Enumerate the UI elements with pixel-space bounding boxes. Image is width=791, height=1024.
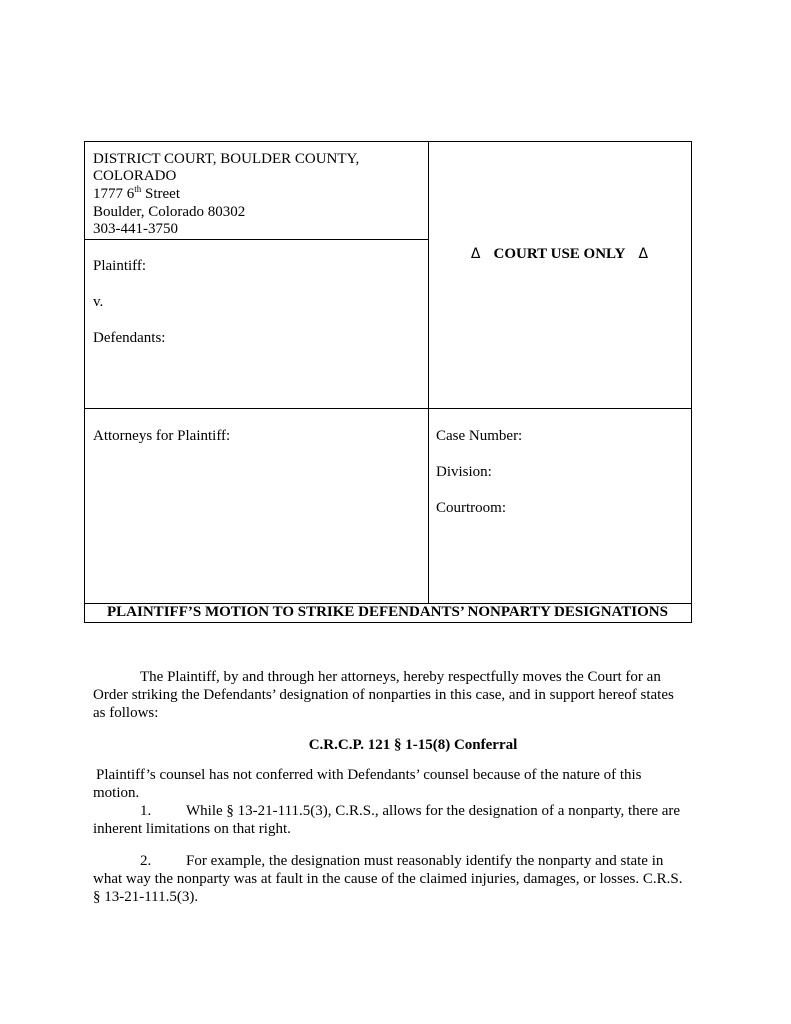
intro-line: The Plaintiff, by and through her attorneys, hereby respectfully moves the Court for an: [140, 669, 661, 685]
street-number: 1777 6: [93, 186, 135, 202]
court-use-only-label: COURT USE ONLY: [493, 246, 626, 262]
delta-right-icon: Δ: [638, 246, 649, 262]
court-name-line1: DISTRICT COURT, BOULDER COUNTY,: [93, 151, 360, 167]
caption-row-divider: [84, 408, 691, 409]
court-street-address: [93, 185, 180, 203]
intro-line: Order striking the Defendants’ designation of nonparties in this case, and in support hereof states: [93, 687, 674, 703]
court-name-line2: COLORADO: [93, 168, 177, 184]
caption-column-divider: [428, 141, 429, 603]
paragraph-number: 2.: [140, 853, 152, 869]
conferral-heading: C.R.C.P. 121 § 1-15(8) Conferral: [308, 737, 518, 753]
court-phone: 303-441-3750: [93, 221, 178, 237]
case-number-label: Case Number:: [436, 428, 523, 444]
court-info-divider: [84, 239, 428, 240]
versus-label: v.: [93, 294, 104, 310]
courtroom-label: Courtroom:: [436, 500, 506, 516]
court-city-line: Boulder, Colorado 80302: [93, 204, 246, 220]
defendants-label: Defendants:: [93, 330, 166, 346]
intro-line: as follows:: [93, 705, 159, 721]
paragraph-line: For example, the designation must reasonably identify the nonparty and state in: [186, 853, 664, 869]
conferral-line: motion.: [93, 785, 140, 801]
court-use-only-box: [428, 245, 691, 263]
paragraph-line: While § 13-21-111.5(3), C.R.S., allows for the designation of a nonparty, there are: [186, 803, 681, 819]
paragraph-number: 1.: [140, 803, 152, 819]
paragraph-line: what way the nonparty was at fault in the cause of the claimed injuries, damages, or losses. C.R.S.: [93, 871, 683, 887]
street-name: Street: [141, 186, 181, 202]
delta-left-icon: Δ: [470, 246, 481, 262]
conferral-line: Plaintiff’s counsel has not conferred with Defendants’ counsel because of the nature of this: [96, 767, 642, 783]
paragraph-line: inherent limitations on that right.: [93, 821, 291, 837]
street-ordinal: th: [134, 184, 142, 194]
plaintiff-label: Plaintiff:: [93, 258, 147, 274]
attorneys-label: Attorneys for Plaintiff:: [93, 428, 231, 444]
paragraph-line: § 13-21-111.5(3).: [93, 889, 199, 905]
division-label: Division:: [436, 464, 492, 480]
motion-title: PLAINTIFF’S MOTION TO STRIKE DEFENDANTS’ NONPARTY DESIGNATIONS: [107, 604, 668, 620]
